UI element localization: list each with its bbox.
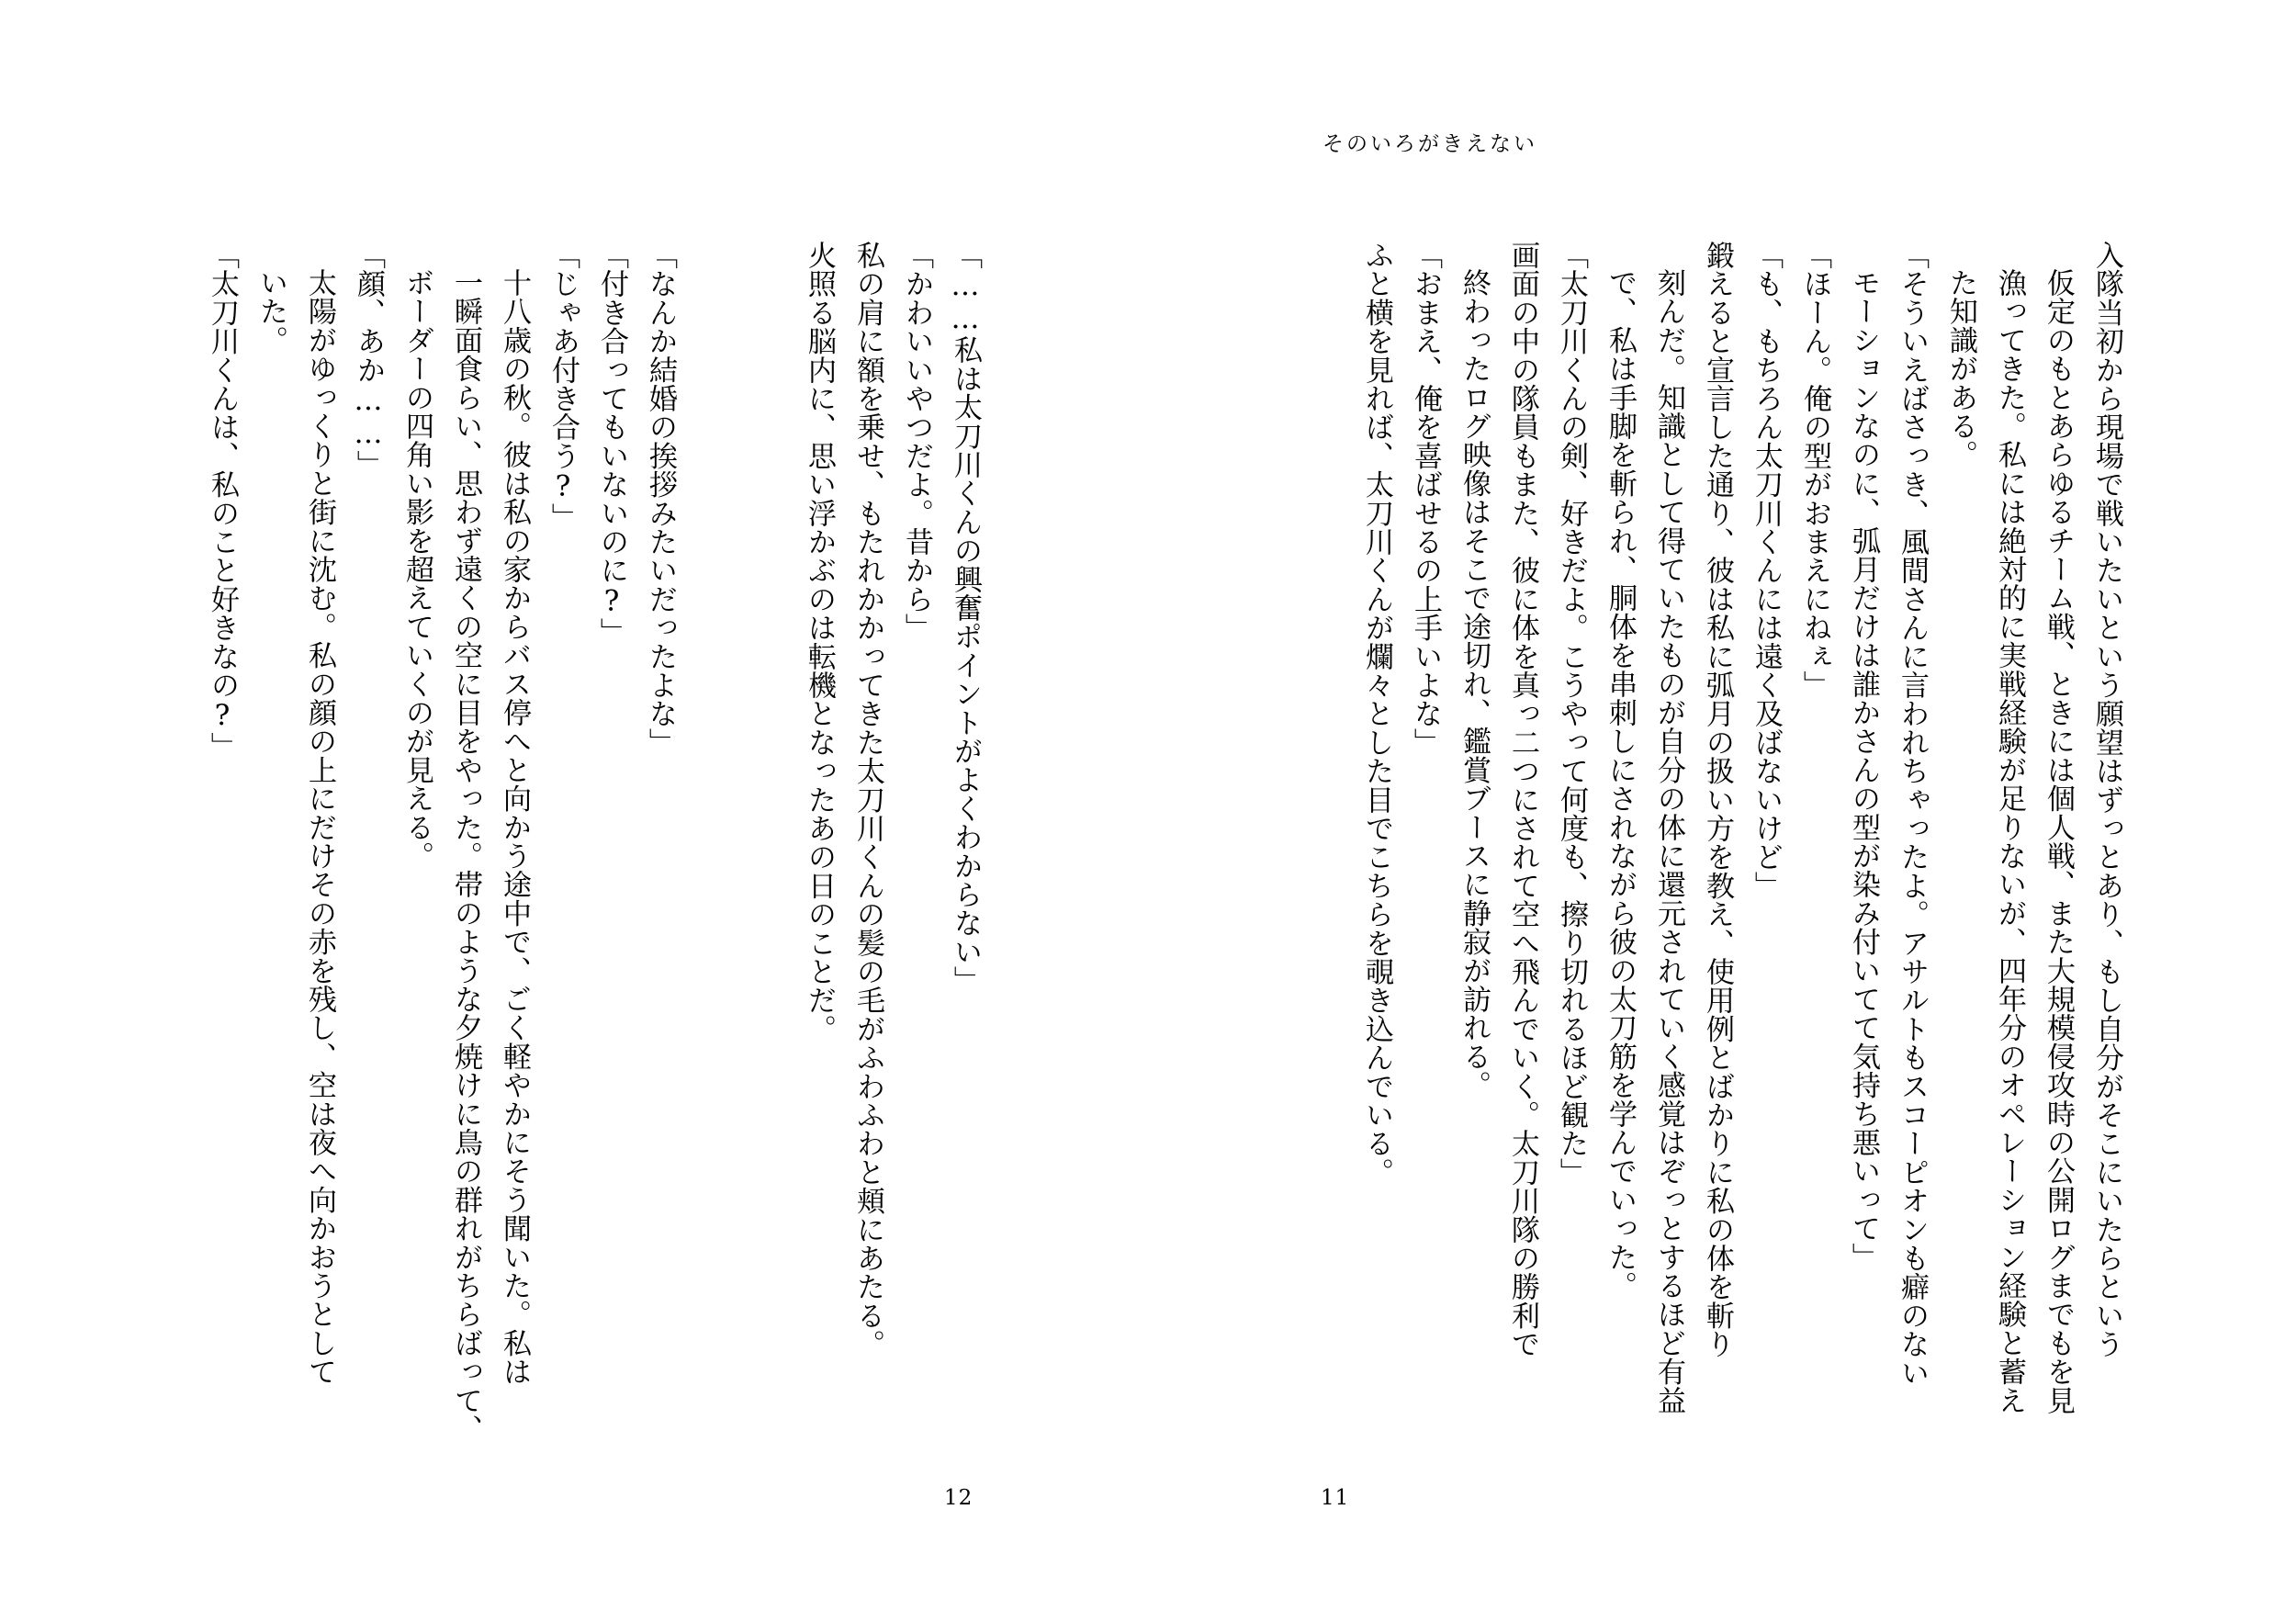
text-column: 「太刀川くんの剣、好きだよ。こうやって何度も、擦り切れるほど観た」: [1555, 241, 1588, 1187]
text-column: 「おまえ、俺を喜ばせるの上手いよな」: [1409, 241, 1442, 757]
text-column: 「も、もちろん太刀川くんには遠く及ばないけど」: [1750, 241, 1783, 900]
text-column: 「付き合ってもいないのに?」: [595, 241, 628, 647]
text-column: 「かわいいやつだよ。昔から」: [900, 241, 933, 642]
text-column: で、私は手脚を斬られ、胴体を串刺しにされながら彼の太刀筋を学んでいった。: [1604, 268, 1637, 1301]
text-column: 仮定のもとあらゆるチーム戦、ときには個人戦、また大規模侵攻時の公開ログまでもを見: [2042, 268, 2075, 1414]
text-column: 鍛えると宣言した通り、彼は私に弧月の扱い方を教え、使用例とばかりに私の体を斬り: [1701, 241, 1734, 1358]
text-column: 十八歳の秋。彼は私の家からバス停へと向かう途中で、ごく軽やかにそう聞いた。私は: [498, 268, 531, 1386]
text-column: ふと横を見れば、太刀川くんが爛々とした目でこちらを覗き込んでいる。: [1360, 241, 1393, 1187]
text-column: 画面の中の隊員もまた、彼に体を真っ二つにされて空へ飛んでいく。太刀川隊の勝利で: [1506, 241, 1539, 1358]
text-column: 「……私は太刀川くんの興奮ポイントがよくわからない」: [949, 241, 982, 995]
text-column: 一瞬面食らい、思わず遠くの空に目をやった。帯のような夕焼けに鳥の群れがちらばって、: [449, 268, 482, 1444]
text-column: モーションなのに、弧月だけは誰かさんの型が染み付いてて気持ち悪いって」: [1847, 268, 1880, 1271]
text-column: 「ほーん。俺の型がおまえにねぇ」: [1798, 241, 1831, 700]
text-column: 入隊当初から現場で戦いたいという願望はずっとあり、もし自分がそこにいたらという: [2090, 241, 2123, 1358]
page-number: 11: [1321, 1486, 1350, 1510]
text-column: 刻んだ。知識として得ていたものが自分の体に還元されていく感覚はぞっとするほど有益: [1652, 268, 1685, 1414]
running-header: そのいろがきえない: [1322, 132, 1537, 156]
text-column: いた。: [254, 268, 287, 355]
text-column: 終わったログ映像はそこで途切れ、鑑賞ブースに静寂が訪れる。: [1458, 268, 1491, 1099]
text-column: 火照る脳内に、思い浮かぶのは転機となったあの日のことだ。: [803, 241, 836, 1043]
text-column: ボーダーの四角い影を超えていくのが見える。: [400, 268, 433, 871]
text-column: 私の肩に額を乗せ、もたれかかってきた太刀川くんの髪の毛がふわふわと頬にあたる。: [851, 241, 884, 1358]
text-column: た知識がある。: [1944, 268, 1977, 469]
text-column: 「なんか結婚の挨拶みたいだったよな」: [644, 241, 677, 757]
text-column: 「顔、あか……」: [352, 241, 385, 479]
page-number: 12: [944, 1486, 974, 1510]
text-column: 「そういえばさっき、風間さんに言われちゃったよ。アサルトもスコーピオンも癖のない: [1896, 241, 1929, 1387]
text-column: 「太刀川くんは、私のこと好きなの?」: [206, 241, 239, 761]
text-column: 漁ってきた。私には絶対的に実戦経験が足りないが、四年分のオペレーション経験と蓄え: [1993, 268, 2026, 1414]
text-column: 「じゃあ付き合う?」: [546, 241, 580, 532]
text-column: 太陽がゆっくりと街に沈む。私の顔の上にだけその赤を残し、空は夜へ向かおうとして: [303, 268, 336, 1386]
